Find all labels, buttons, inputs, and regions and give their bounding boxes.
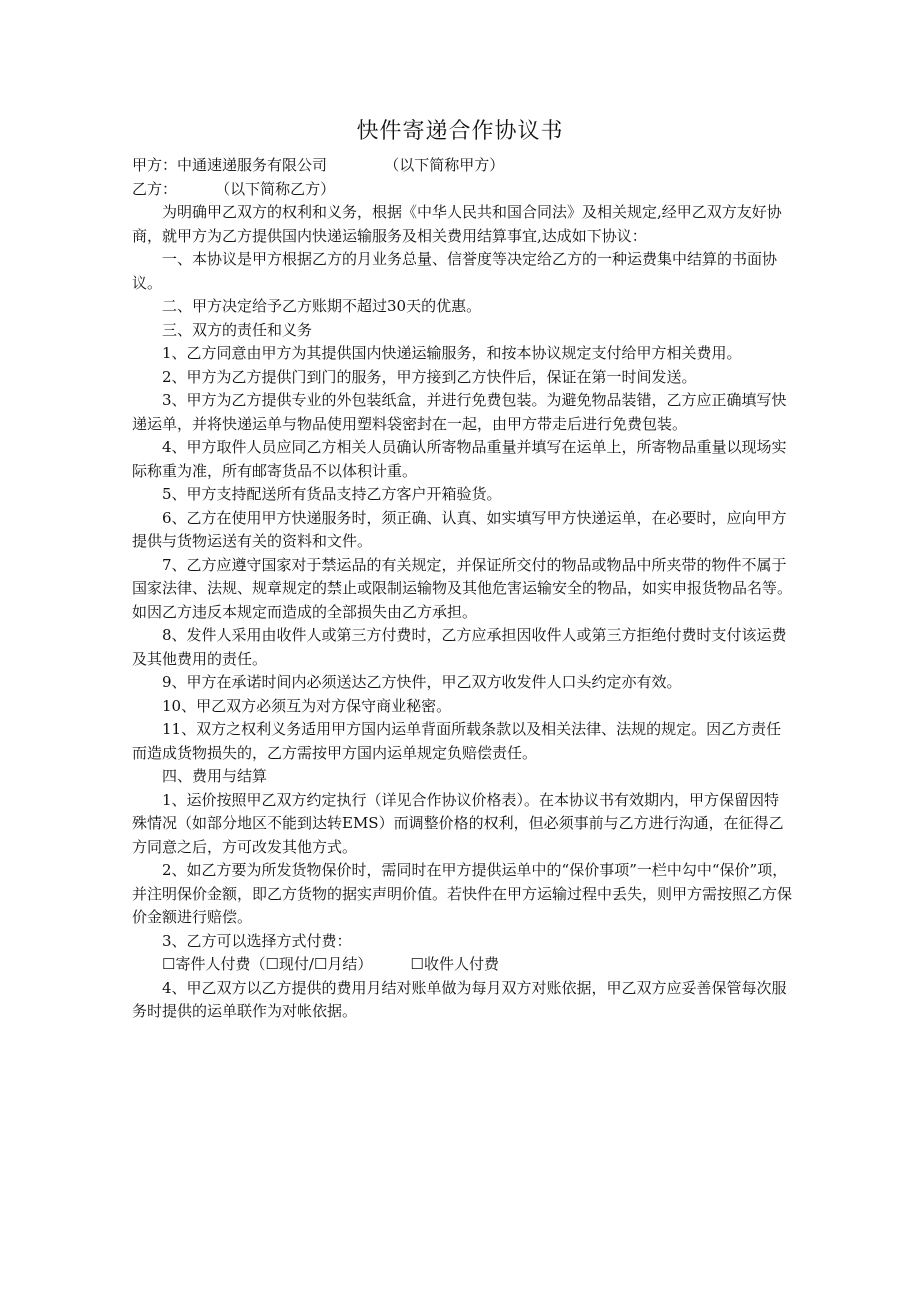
fee-item: 4、甲乙双方以乙方提供的费用月结对账单做为每月双方对账依据，甲乙双方应妥善保管每次服务时提供的运单联作为对帐依据。 xyxy=(132,978,787,1020)
duty-item: 4、甲方取件人员应同乙方相关人员确认所寄物品重量并填写在运单上，所寄物品重量以现场实际称重为准，所有邮寄货品不以体积计重。 xyxy=(132,438,787,480)
fee-item: 2、如乙方要为所发货物保价时，需同时在甲方提供运单中的“保价事项”一栏中勾中“保价”项，并注明保价金额，即乙方货物的据实声明价值。若快件在甲方运输过程中丢失，则甲方需按照乙方保价金额进行赔偿。 xyxy=(132,861,793,926)
fee-item: 1、运价按照甲乙双方约定执行（详见合作协议价格表）。在本协议书有效期内，甲方保留因特殊情况（如部分地区不能到达转EMS）而调整价格的权利，但必须事前与乙方进行沟通，在征得乙方同意之后，方可改发其他方式。 xyxy=(132,790,784,856)
party-a-line: 甲方：中通速递服务有限公司 （以下简称甲方） xyxy=(132,156,505,174)
clause-4-heading: 四、费用与结算 xyxy=(162,767,268,785)
duty-item: 7、乙方应遵守国家对于禁运品的有关规定，并保证所交付的物品或物品中所夹带的物件不属于国家法律、法规、规章规定的禁止或限制运输物及其他危害运输安全的物品，如实申报货物品名等。如因乙方违反本规定而造成的全部损失由乙方承担。 xyxy=(132,555,793,621)
party-b-line: 乙方： （以下简称乙方） xyxy=(132,179,336,198)
fee-item: 3、乙方可以选择方式付费： xyxy=(162,931,352,950)
duty-item: 9、甲方在承诺时间内必须送达乙方快件，甲乙双方收发件人口头约定亦有效。 xyxy=(162,673,682,691)
payment-options-checkboxes: ☐寄件人付费（☐现付/☐月结） ☐收件人付费 xyxy=(162,955,499,973)
clause-1: 一、本协议是甲方根据乙方的月业务总量、信誉度等决定给乙方的一种运费集中结算的书面协议。 xyxy=(132,250,778,292)
document-body xyxy=(132,154,794,1024)
duty-item: 2、甲方为乙方提供门到门的服务，甲方接到乙方快件后，保证在第一时间发送。 xyxy=(162,367,697,386)
duty-item: 10、甲乙双方必须互为对方保守商业秘密。 xyxy=(162,696,452,715)
intro-paragraph: 为明确甲乙双方的权利和义务，根据《中华人民共和国合同法》及相关规定,经甲乙双方友好协商，就甲方为乙方提供国内快递运输服务及相关费用结算事宜,达成如下协议： xyxy=(132,203,782,245)
duty-item: 5、甲方支持配送所有货品支持乙方客户开箱验货。 xyxy=(162,485,502,503)
duty-item: 3、甲方为乙方提供专业的外包装纸盒，并进行免费包装。为避免物品装错，乙方应正确填写快递运单，并将快递运单与物品使用塑料袋密封在一起，由甲方带走后进行免费包装。 xyxy=(132,391,787,433)
clause-3-heading: 三、双方的责任和义务 xyxy=(162,320,313,339)
duty-item: 1、乙方同意由甲方为其提供国内快递运输服务，和按本协议规定支付给甲方相关费用。 xyxy=(162,344,742,362)
duty-item: 11、双方之权利义务适用甲方国内运单背面所载条款以及相关法律、法规的规定。因乙方责任而造成货物损失的，乙方需按甲方国内运单规定负赔偿责任。 xyxy=(132,720,782,762)
duty-item: 8、发件人采用由收件人或第三方付费时，乙方应承担因收件人或第三方拒绝付费时支付该运费及其他费用的责任。 xyxy=(132,626,787,668)
clause-2: 二、甲方决定给予乙方账期不超过30天的优惠。 xyxy=(162,297,482,315)
duty-item: 6、乙方在使用甲方快递服务时，须正确、认真、如实填写甲方快递运单，在必要时，应向甲方提供与货物运送有关的资料和文件。 xyxy=(132,508,787,550)
document-title: 快件寄递合作协议书 xyxy=(356,119,564,144)
